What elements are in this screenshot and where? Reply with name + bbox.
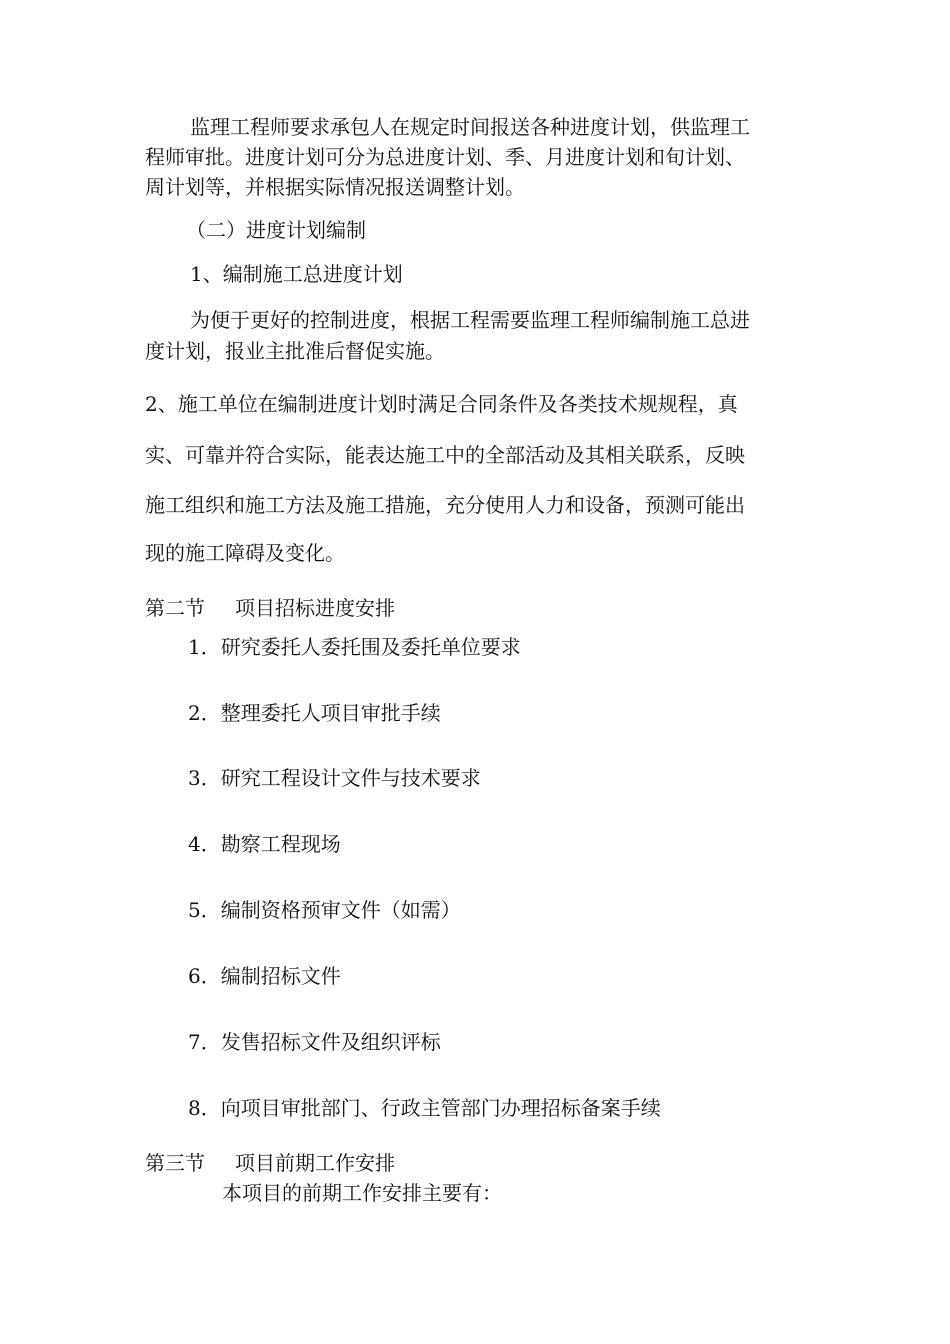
list-item: 4．勘察工程现场 xyxy=(188,832,341,856)
section-heading xyxy=(145,593,395,623)
section-title: 项目招标进度安排 xyxy=(235,596,395,620)
paragraph-line: 监理工程师要求承包人在规定时间报送各种进度计划，供监理工 xyxy=(190,115,750,139)
paragraph-line: 现的施工障碍及变化。 xyxy=(145,541,345,565)
list-item: 3．研究工程设计文件与技术要求 xyxy=(188,766,481,790)
list-item: 5．编制资格预审文件（如需） xyxy=(188,898,461,922)
paragraph-line: 实、可靠并符合实际，能表达施工中的全部活动及其相关联系，反映 xyxy=(145,443,745,467)
paragraph-line: 施工组织和施工方法及施工措施，充分使用人力和设备，预测可能出 xyxy=(145,493,745,517)
list-item: 7．发售招标文件及组织评标 xyxy=(188,1030,441,1054)
list-item: 1．研究委托人委托围及委托单位要求 xyxy=(188,635,521,659)
section-intro: 本项目的前期工作安排主要有： xyxy=(222,1181,502,1205)
paragraph-line: 度计划，报业主批准后督促实施。 xyxy=(145,339,445,363)
item-title: 1、编制施工总进度计划 xyxy=(190,262,403,286)
paragraph-line: 程师审批。进度计划可分为总进度计划、季、月进度计划和旬计划、 xyxy=(145,145,745,169)
section-title: 项目前期工作安排 xyxy=(235,1151,395,1175)
section-number: 第三节 xyxy=(145,1151,205,1175)
paragraph-line: 周计划等，并根据实际情况报送调整计划。 xyxy=(145,175,525,199)
paragraph-line: 为便于更好的控制进度，根据工程需要监理工程师编制施工总进 xyxy=(190,308,750,332)
list-item: 6．编制招标文件 xyxy=(188,964,341,988)
section-heading xyxy=(145,1148,395,1178)
subheading: （二）进度计划编制 xyxy=(186,218,366,242)
list-item: 8．向项目审批部门、行政主管部门办理招标备案手续 xyxy=(188,1096,661,1120)
section-number: 第二节 xyxy=(145,596,205,620)
list-item: 2．整理委托人项目审批手续 xyxy=(188,701,441,725)
paragraph-line: 2、施工单位在编制进度计划时满足合同条件及各类技术规规程，真 xyxy=(145,392,738,416)
